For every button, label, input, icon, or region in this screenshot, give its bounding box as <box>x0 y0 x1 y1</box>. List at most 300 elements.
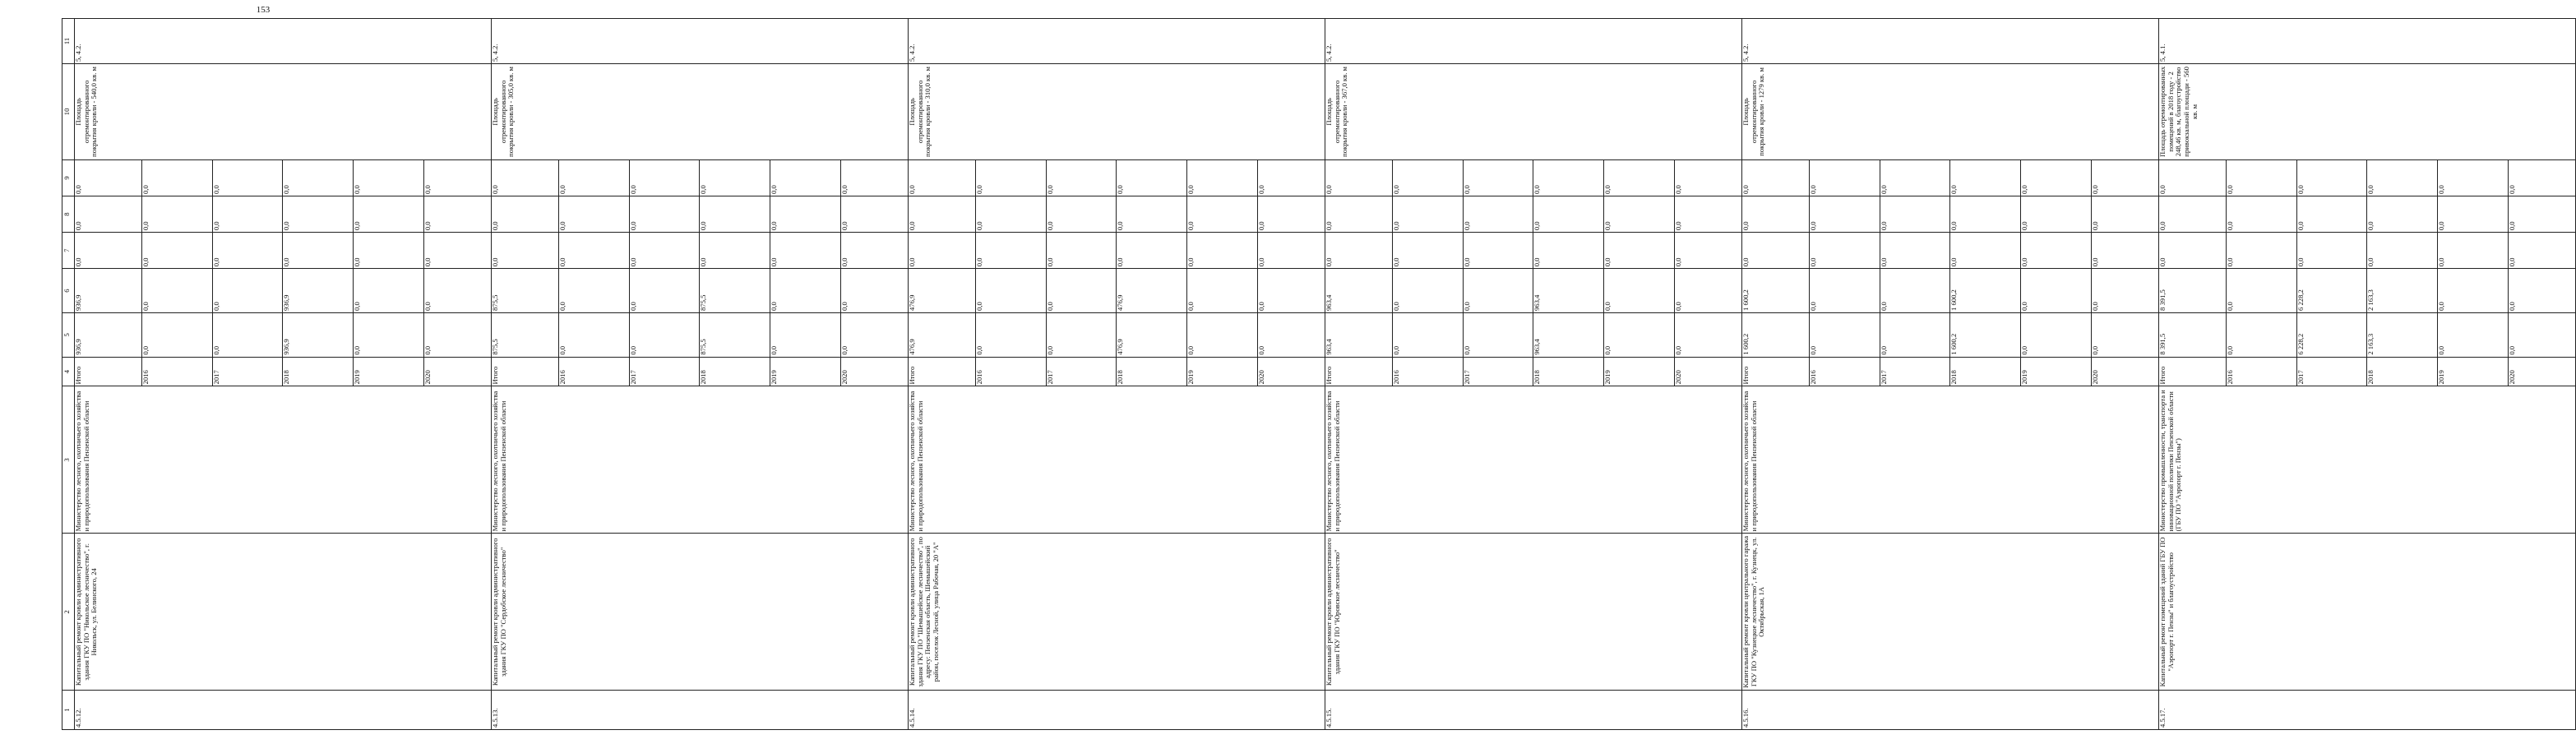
col8-value: 0,0 <box>700 196 770 232</box>
activity-name: Капитальный ремонт кровли административного здания ГКУ ПО "Юровское лесничество" <box>1325 534 1742 691</box>
col9-value: 0,0 <box>976 160 1047 196</box>
col7-value: 0,0 <box>2438 233 2509 268</box>
col7 <box>909 233 1325 269</box>
col8-value: 0,0 <box>354 196 424 232</box>
col7-value: 0,0 <box>2227 233 2297 268</box>
col9-value: 0,0 <box>2296 160 2367 196</box>
col8-value: 0,0 <box>2090 221 2099 231</box>
year-value: 2019 <box>2021 358 2092 386</box>
col9-value: 0,0 <box>492 160 559 196</box>
col7-value: 0,0 <box>909 233 976 268</box>
executor: Министерство лесного, охотничьего хозяйства и природопользования Пензенской области <box>1742 386 2159 534</box>
col6 <box>75 269 492 313</box>
col6-value: 0,0 <box>1256 302 1265 311</box>
col6 <box>909 269 1325 313</box>
year <box>1325 357 1742 386</box>
col6-value: 0,0 <box>2021 269 2092 312</box>
col5-value: 875,5 <box>492 313 559 357</box>
col6-value: 0,0 <box>212 269 283 312</box>
col5-value: 0,0 <box>2438 313 2509 357</box>
col5-value: 963,4 <box>1325 313 1393 357</box>
result-indicator: Площадь отремонтированных помещений в 2018 году - 2 248,46 кв. м, благоустройство привокзальной площади - 560 кв. м <box>2159 63 2576 159</box>
col-header: 4 <box>62 357 75 386</box>
year-value: 2018 <box>1533 358 1604 386</box>
result-indicator: Площадь отремонтированного покрытия кровли - 310,0 кв. м <box>909 63 1325 159</box>
col6-value: 0,0 <box>2227 269 2297 312</box>
col5 <box>2159 312 2576 357</box>
table-row <box>75 19 492 730</box>
col6-value: 936,9 <box>75 269 142 312</box>
col5-value: 476,9 <box>909 313 976 357</box>
year <box>1742 357 2159 386</box>
year-value: 2019 <box>2438 358 2509 386</box>
col9-value: 0,0 <box>2438 160 2509 196</box>
reference: 5, 4.2. <box>1325 19 1742 64</box>
col6-value: 476,9 <box>909 269 976 312</box>
year-value: Итого <box>1742 358 1810 386</box>
col5-value: 476,9 <box>1117 313 1187 357</box>
year-value: 2018 <box>1117 358 1187 386</box>
col5-value: 0,0 <box>976 313 1047 357</box>
col7-value: 0,0 <box>1673 257 1682 267</box>
col8-value: 0,0 <box>492 196 559 232</box>
col6-value: 1 600,2 <box>1950 269 2021 312</box>
activity-name: Капитальный ремонт кровли административного здания ГКУ ПО "Шемышейское лесничество", по адресу: Пензенская область, Шемышейский район, поселок Лесной, улица Рабочая, 20 "А" <box>909 534 1325 691</box>
col8-value: 0,0 <box>283 196 354 232</box>
col7-value: 0,0 <box>2159 233 2227 268</box>
col6-value: 875,5 <box>700 269 770 312</box>
row-number: 4.5.13. <box>492 691 909 730</box>
col5-value: 936,9 <box>283 313 354 357</box>
col7 <box>75 233 492 269</box>
col6-value: 2 163,3 <box>2367 269 2438 312</box>
activity-name: Капитальный ремонт помещений зданий ГБУ ПО "Аэропорт г. Пензы" и благоустройство <box>2159 534 2576 691</box>
col5-value: 0,0 <box>1256 345 1265 355</box>
reference: 5, 4.2. <box>909 19 1325 64</box>
year-value: 2019 <box>1604 358 1675 386</box>
year-value: 2017 <box>1880 358 1950 386</box>
activity-name: Капитальный ремонт кровли административного здания ГКУ ПО "Сердобское лесничество" <box>492 534 909 691</box>
col8-value: 0,0 <box>2296 196 2367 232</box>
rotated-table-container <box>62 18 2516 730</box>
col7-value: 0,0 <box>1742 233 1810 268</box>
col6-value: 963,4 <box>1325 269 1393 312</box>
col9-value: 0,0 <box>1533 160 1604 196</box>
executor: Министерство лесного, охотничьего хозяйства и природопользования Пензенской области <box>1325 386 1742 534</box>
col9 <box>909 159 1325 196</box>
col9-value: 0,0 <box>839 185 849 194</box>
year-value: 2020 <box>1256 370 1265 385</box>
col6-value: 0,0 <box>1604 269 1675 312</box>
col7 <box>492 233 909 269</box>
row-number: 4.5.14. <box>909 691 1325 730</box>
col6-value: 8 391,5 <box>2159 269 2227 312</box>
year-value: 2018 <box>283 358 354 386</box>
col5-value: 1 600,2 <box>1742 313 1810 357</box>
year-value: 2017 <box>212 358 283 386</box>
col7-value: 0,0 <box>354 233 424 268</box>
col6-value: 0,0 <box>1463 269 1533 312</box>
result-indicator: Площадь отремонтированного покрытия кровли - 367,0 кв. м <box>1325 63 1742 159</box>
col5-value: 0,0 <box>2021 313 2092 357</box>
col6 <box>2159 269 2576 313</box>
col9 <box>75 159 492 196</box>
col6-value: 936,9 <box>283 269 354 312</box>
col9-value: 0,0 <box>2227 160 2297 196</box>
col6-value: 0,0 <box>354 269 424 312</box>
col5-value: 0,0 <box>1463 313 1533 357</box>
year-value: 2020 <box>2090 370 2099 385</box>
col9-value: 0,0 <box>770 160 841 196</box>
col7-value: 0,0 <box>2090 257 2099 267</box>
col9 <box>1742 159 2159 196</box>
executor: Министерство лесного, охотничьего хозяйства и природопользования Пензенской области <box>492 386 909 534</box>
col9-value: 0,0 <box>1187 160 1258 196</box>
year-value: 2020 <box>839 370 849 385</box>
year-value: 2016 <box>1810 358 1880 386</box>
col6-value: 875,5 <box>492 269 559 312</box>
col-header: 11 <box>62 19 75 64</box>
col5-value: 0,0 <box>1393 313 1464 357</box>
year-value: Итого <box>909 358 976 386</box>
col7-value: 0,0 <box>1463 233 1533 268</box>
col6-value: 0,0 <box>2090 302 2099 311</box>
col9-value: 0,0 <box>1604 160 1675 196</box>
col7-value: 0,0 <box>1604 233 1675 268</box>
year-value: 2019 <box>354 358 424 386</box>
col7-value: 0,0 <box>75 233 142 268</box>
year-value: Итого <box>492 358 559 386</box>
year-value: 2017 <box>1046 358 1117 386</box>
year-value: 2018 <box>2367 358 2438 386</box>
col-header: 6 <box>62 269 75 313</box>
col9-value: 0,0 <box>1046 160 1117 196</box>
col8-value: 0,0 <box>1880 196 1950 232</box>
col9-value: 0,0 <box>2507 185 2516 194</box>
header-row <box>62 19 75 730</box>
col5-value: 0,0 <box>1604 313 1675 357</box>
col7-value: 0,0 <box>1880 233 1950 268</box>
year-value: 2016 <box>2227 358 2297 386</box>
col6-value: 0,0 <box>559 269 630 312</box>
col9-value: 0,0 <box>1950 160 2021 196</box>
col8 <box>2159 196 2576 233</box>
col5-value: 0,0 <box>1046 313 1117 357</box>
col8-value: 0,0 <box>212 196 283 232</box>
col6-value: 0,0 <box>1673 302 1682 311</box>
col7-value: 0,0 <box>1046 233 1117 268</box>
row-number: 4.5.17. <box>2159 691 2576 730</box>
col6-value: 0,0 <box>1810 269 1880 312</box>
col9-value: 0,0 <box>1810 160 1880 196</box>
col7-value: 0,0 <box>2507 257 2516 267</box>
col7-value: 0,0 <box>1393 233 1464 268</box>
col9-value: 0,0 <box>142 160 213 196</box>
col7-value: 0,0 <box>142 233 213 268</box>
col7-value: 0,0 <box>976 233 1047 268</box>
col7-value: 0,0 <box>1810 233 1880 268</box>
col8-value: 0,0 <box>629 196 700 232</box>
year <box>75 357 492 386</box>
col5-value: 0,0 <box>1187 313 1258 357</box>
col9-value: 0,0 <box>75 160 142 196</box>
col5-value: 875,5 <box>700 313 770 357</box>
col9-value: 0,0 <box>1463 160 1533 196</box>
col5 <box>1325 312 1742 357</box>
col8-value: 0,0 <box>1950 196 2021 232</box>
col5-value: 0,0 <box>423 345 432 355</box>
col7-value: 0,0 <box>700 233 770 268</box>
col9 <box>2159 159 2576 196</box>
col7-value: 0,0 <box>1256 257 1265 267</box>
col5-value: 0,0 <box>2507 345 2516 355</box>
activity-name: Капитальный ремонт кровли центрального гаража ГКУ ПО "Кузнецкое лесничество", г. Кузнецк, ул. Октябрьская, 1А <box>1742 534 2159 691</box>
col8-value: 0,0 <box>142 196 213 232</box>
col6-value: 6 228,2 <box>2296 269 2367 312</box>
col6-value: 963,4 <box>1533 269 1604 312</box>
col9-value: 0,0 <box>423 185 432 194</box>
col-header: 9 <box>62 159 75 196</box>
col6-value: 0,0 <box>976 269 1047 312</box>
col5-value: 0,0 <box>142 313 213 357</box>
year-value: 2017 <box>2296 358 2367 386</box>
col9-value: 0,0 <box>283 160 354 196</box>
col6 <box>492 269 909 313</box>
col7-value: 0,0 <box>770 233 841 268</box>
col5-value: 1 600,2 <box>1950 313 2021 357</box>
col-header: 8 <box>62 196 75 233</box>
col7 <box>1325 233 1742 269</box>
col7-value: 0,0 <box>423 257 432 267</box>
col6-value: 0,0 <box>2507 302 2516 311</box>
col5-value: 0,0 <box>1810 313 1880 357</box>
col-header: 3 <box>62 386 75 534</box>
year-value: 2017 <box>629 358 700 386</box>
col5-value: 0,0 <box>1673 345 1682 355</box>
col9-value: 0,0 <box>212 160 283 196</box>
col6-value: 0,0 <box>142 269 213 312</box>
col5 <box>492 312 909 357</box>
col5-value: 2 163,3 <box>2367 313 2438 357</box>
row-number: 4.5.12. <box>75 691 492 730</box>
col5 <box>1742 312 2159 357</box>
col8-value: 0,0 <box>1673 221 1682 231</box>
col8-value: 0,0 <box>559 196 630 232</box>
col8-value: 0,0 <box>1117 196 1187 232</box>
year <box>492 357 909 386</box>
col5-value: 0,0 <box>770 313 841 357</box>
activity-name: Капитальный ремонт кровли административного здания ГКУ ПО "Никольское лесничество", г. Никольск, ул. Белинского, 24 <box>75 534 492 691</box>
col9-value: 0,0 <box>629 160 700 196</box>
col9-value: 0,0 <box>559 160 630 196</box>
col8-value: 0,0 <box>770 196 841 232</box>
col7-value: 0,0 <box>839 257 849 267</box>
table-row <box>909 19 1325 730</box>
col5-value: 0,0 <box>212 313 283 357</box>
year-value: 2020 <box>2507 370 2516 385</box>
table-row <box>492 19 909 730</box>
col8-value: 0,0 <box>2021 196 2092 232</box>
col9-value: 0,0 <box>1880 160 1950 196</box>
col6-value: 0,0 <box>839 302 849 311</box>
year-value: 2017 <box>1463 358 1533 386</box>
executor: Министерство лесного, охотничьего хозяйства и природопользования Пензенской области <box>75 386 492 534</box>
year-value: 2016 <box>142 358 213 386</box>
col8-value: 0,0 <box>1187 196 1258 232</box>
row-number: 4.5.15. <box>1325 691 1742 730</box>
col5-value: 0,0 <box>2227 313 2297 357</box>
col5 <box>909 312 1325 357</box>
col5-value: 0,0 <box>559 313 630 357</box>
col8-value: 0,0 <box>75 196 142 232</box>
col6-value: 0,0 <box>1393 269 1464 312</box>
col7-value: 0,0 <box>1117 233 1187 268</box>
col8-value: 0,0 <box>1325 196 1393 232</box>
col5-value: 0,0 <box>839 345 849 355</box>
col7-value: 0,0 <box>559 233 630 268</box>
col8-value: 0,0 <box>2507 221 2516 231</box>
col7-value: 0,0 <box>2296 233 2367 268</box>
col7-value: 0,0 <box>1187 233 1258 268</box>
year-value: Итого <box>1325 358 1393 386</box>
table-row <box>2159 19 2576 730</box>
col9-value: 0,0 <box>909 160 976 196</box>
col6 <box>1325 269 1742 313</box>
program-table <box>62 18 2576 730</box>
col6-value: 0,0 <box>1187 269 1258 312</box>
col8-value: 0,0 <box>1604 196 1675 232</box>
col8-value: 0,0 <box>976 196 1047 232</box>
col6 <box>1742 269 2159 313</box>
reference: 5, 4.2. <box>492 19 909 64</box>
col7-value: 0,0 <box>212 233 283 268</box>
col5-value: 6 228,2 <box>2296 313 2367 357</box>
col8-value: 0,0 <box>2159 196 2227 232</box>
year-value: 2020 <box>423 370 432 385</box>
result-indicator: Площадь отремонтированного покрытия кровли - 305,0 кв. м <box>492 63 909 159</box>
col9-value: 0,0 <box>354 160 424 196</box>
col7-value: 0,0 <box>492 233 559 268</box>
col8-value: 0,0 <box>2227 196 2297 232</box>
col9 <box>1325 159 1742 196</box>
col6-value: 476,9 <box>1117 269 1187 312</box>
col8-value: 0,0 <box>1046 196 1117 232</box>
col-header: 1 <box>62 691 75 730</box>
col9-value: 0,0 <box>1117 160 1187 196</box>
reference: 5, 4.1. <box>2159 19 2576 64</box>
year <box>2159 357 2576 386</box>
col5-value: 0,0 <box>629 313 700 357</box>
col8 <box>75 196 492 233</box>
col6-value: 1 600,2 <box>1742 269 1810 312</box>
year-value: 2019 <box>770 358 841 386</box>
col7 <box>2159 233 2576 269</box>
year-value: 2016 <box>1393 358 1464 386</box>
result-indicator: Площадь отремонтированного покрытия кровли - 540,0 кв. м <box>75 63 492 159</box>
col8-value: 0,0 <box>1533 196 1604 232</box>
col9-value: 0,0 <box>2367 160 2438 196</box>
col6-value: 0,0 <box>423 302 432 311</box>
col7-value: 0,0 <box>2367 233 2438 268</box>
reference: 5, 4.2. <box>1742 19 2159 64</box>
col9 <box>492 159 909 196</box>
col7-value: 0,0 <box>283 233 354 268</box>
col6-value: 0,0 <box>629 269 700 312</box>
col7-value: 0,0 <box>2021 233 2092 268</box>
col8 <box>492 196 909 233</box>
executor: Министерство лесного, охотничьего хозяйства и природопользования Пензенской области <box>909 386 1325 534</box>
col9-value: 0,0 <box>1673 185 1682 194</box>
year-value: 2018 <box>1950 358 2021 386</box>
col9-value: 0,0 <box>2159 160 2227 196</box>
col9-value: 0,0 <box>1325 160 1393 196</box>
col-header: 5 <box>62 312 75 357</box>
col8-value: 0,0 <box>423 221 432 231</box>
col7-value: 0,0 <box>1325 233 1393 268</box>
col8-value: 0,0 <box>839 221 849 231</box>
col6-value: 0,0 <box>770 269 841 312</box>
col8 <box>909 196 1325 233</box>
col5-value: 0,0 <box>2090 345 2099 355</box>
col8-value: 0,0 <box>1742 196 1810 232</box>
col8-value: 0,0 <box>2367 196 2438 232</box>
col7-value: 0,0 <box>629 233 700 268</box>
year-value: 2020 <box>1673 370 1682 385</box>
executor: Министерство промышленности, транспорта и инновационной политики Пензенской области (ГБУ ПО "Аэропорт г. Пензы") <box>2159 386 2576 534</box>
col5-value: 963,4 <box>1533 313 1604 357</box>
col5-value: 8 391,5 <box>2159 313 2227 357</box>
col8-value: 0,0 <box>2438 196 2509 232</box>
year-value: Итого <box>75 358 142 386</box>
row-number: 4.5.16. <box>1742 691 2159 730</box>
year-value: 2016 <box>976 358 1047 386</box>
col5-value: 0,0 <box>354 313 424 357</box>
col-header: 7 <box>62 233 75 269</box>
col9-value: 0,0 <box>1742 160 1810 196</box>
col9-value: 0,0 <box>2090 185 2099 194</box>
table-row <box>1325 19 1742 730</box>
col6-value: 0,0 <box>1880 269 1950 312</box>
col9-value: 0,0 <box>700 160 770 196</box>
col6-value: 0,0 <box>2438 269 2509 312</box>
col9-value: 0,0 <box>2021 160 2092 196</box>
table-row <box>1742 19 2159 730</box>
col8-value: 0,0 <box>1810 196 1880 232</box>
year-value: 2018 <box>700 358 770 386</box>
col7 <box>1742 233 2159 269</box>
col7-value: 0,0 <box>1533 233 1604 268</box>
col9-value: 0,0 <box>1393 160 1464 196</box>
result-indicator: Площадь отремонтированного покрытия кровли - 1279 кв. м <box>1742 63 2159 159</box>
col8 <box>1325 196 1742 233</box>
col5-value: 936,9 <box>75 313 142 357</box>
col8 <box>1742 196 2159 233</box>
reference: 5, 4.2. <box>75 19 492 64</box>
col8-value: 0,0 <box>1256 221 1265 231</box>
col-header: 10 <box>62 63 75 159</box>
year <box>909 357 1325 386</box>
year-value: 2019 <box>1187 358 1258 386</box>
col8-value: 0,0 <box>1393 196 1464 232</box>
col5-value: 0,0 <box>1880 313 1950 357</box>
col9-value: 0,0 <box>1256 185 1265 194</box>
col6-value: 0,0 <box>1046 269 1117 312</box>
page-number: 153 <box>256 5 271 15</box>
col-header: 2 <box>62 534 75 691</box>
col8-value: 0,0 <box>1463 196 1533 232</box>
col8-value: 0,0 <box>909 196 976 232</box>
year-value: Итого <box>2159 358 2227 386</box>
